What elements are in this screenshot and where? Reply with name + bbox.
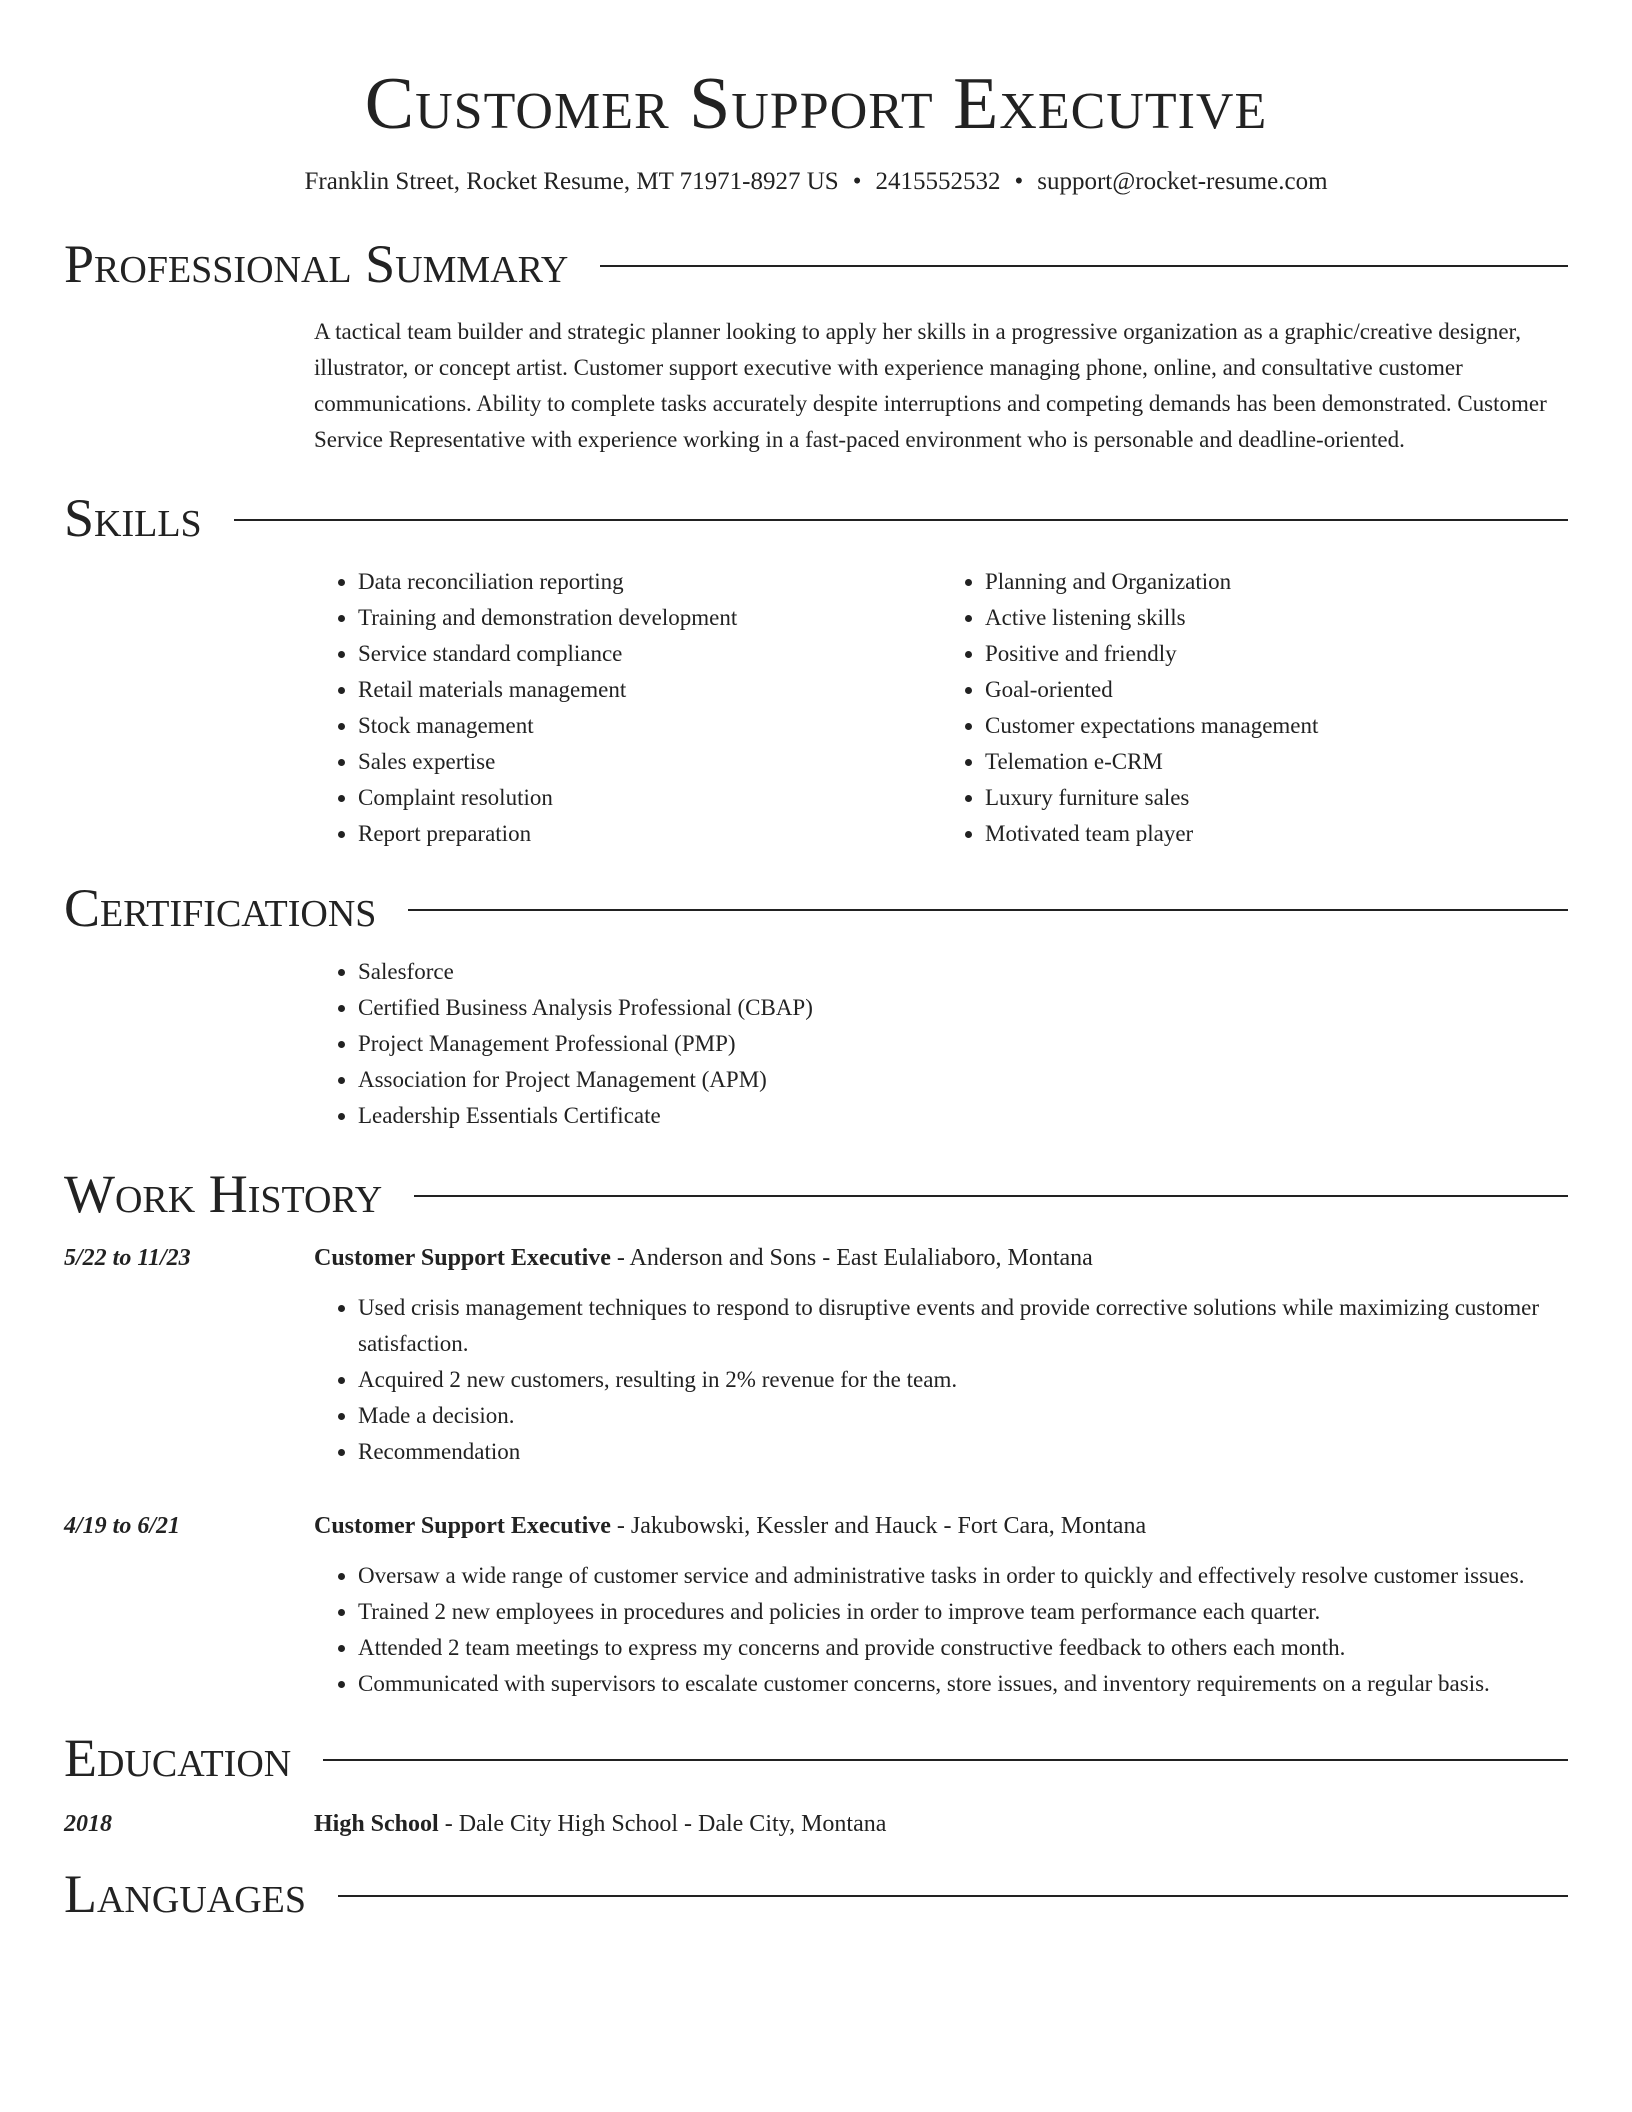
section-title-certifications: Certifications [64,878,377,938]
contact-email: support@rocket-resume.com [1037,168,1328,195]
languages-section-header [64,1862,1568,1926]
skill-item: • Training and demonstration development [358,600,941,636]
job-body [314,1240,1568,1470]
job-heading [314,1508,1568,1544]
skill-item: • Goal-oriented [985,672,1568,708]
work-section-header [64,1162,1568,1226]
skill-item: • Planning and Organization [985,564,1568,600]
job-entry [64,1240,1568,1470]
job-employer: - Jakubowski, Kessler and Hauck - Fort Cara, Montana [610,1513,1147,1539]
job-bullet: • Oversaw a wide range of customer service and administrative tasks in order to quickly and effectively resolve customer issues. [358,1558,1568,1594]
skill-item: • Customer expectations management [985,708,1568,744]
skill-item: • Retail materials management [358,672,941,708]
certification-item: • Certified Business Analysis Professional (CBAP) [358,990,1568,1026]
resume-name: Customer Support Executive [364,63,1268,145]
contact-address: Franklin Street, Rocket Resume, MT 71971-8927 US [304,168,839,195]
job-bullet: • Communicated with supervisors to escalate customer concerns, store issues, and inventory requirements on a regular basis. [358,1666,1568,1702]
education-degree: High School [314,1811,439,1837]
education-entry [64,1806,1568,1842]
section-divider [323,1759,1568,1761]
job-dates: 4/19 to 6/21 [64,1513,181,1539]
education-body [314,1806,1568,1842]
certification-item: • Leadership Essentials Certificate [358,1098,1568,1134]
contact-separator: • [852,168,862,195]
job-title: Customer Support Executive [314,1245,611,1271]
job-employer: - Anderson and Sons - East Eulaliaboro, Montana [610,1245,1093,1271]
skill-item: • Data reconciliation reporting [358,564,941,600]
job-bullet: • Trained 2 new employees in procedures and policies in order to improve team performance each quarter. [358,1594,1568,1630]
job-bullets [314,1290,1568,1470]
skill-item: • Complaint resolution [358,780,941,816]
skills-list-left [314,564,941,852]
job-heading [314,1240,1568,1276]
section-title-work: Work History [64,1164,383,1224]
skill-item: • Stock management [358,708,941,744]
education-school: - Dale City High School - Dale City, Montana [438,1811,887,1837]
job-title: Customer Support Executive [314,1513,611,1539]
job-bullets [314,1558,1568,1702]
skills-section-header [64,486,1568,550]
certification-item: • Project Management Professional (PMP) [358,1026,1568,1062]
summary-text: A tactical team builder and strategic planner looking to apply her skills in a progressive organization as a graphic/creative designer, illustrator, or concept artist. Customer support executive with experience managing phone, online, and consultative customer communications. Ability to complete tasks accurately despite interruptions and competing demands has been demonstrated. Customer Service Representative with experience working in a fast-paced environment who is personable and deadline-oriented. [314,319,1547,452]
job-bullet: • Made a decision. [358,1398,1568,1434]
contact-line [64,166,1568,198]
job-bullet: • Recommendation [358,1434,1568,1470]
education-year: 2018 [64,1811,112,1837]
section-divider [414,1195,1568,1197]
skills-columns [314,564,1568,852]
job-dates: 5/22 to 11/23 [64,1245,191,1271]
contact-phone: 2415552532 [875,168,1001,195]
section-title-summary: Professional Summary [64,234,569,294]
section-divider [600,265,1568,267]
section-divider [408,909,1568,911]
skill-item: • Luxury furniture sales [985,780,1568,816]
certifications-section-header [64,876,1568,940]
certification-item: • Association for Project Management (APM) [358,1062,1568,1098]
job-entry [64,1508,1568,1702]
skill-item: • Positive and friendly [985,636,1568,672]
section-title-languages: Languages [64,1864,306,1924]
skill-item: • Active listening skills [985,600,1568,636]
education-section-header [64,1726,1568,1790]
certification-item: • Salesforce [358,954,1568,990]
certifications-list [314,954,1568,1134]
skill-item: • Service standard compliance [358,636,941,672]
contact-separator: • [1014,168,1024,195]
skill-item: • Sales expertise [358,744,941,780]
skill-item: • Motivated team player [985,816,1568,852]
section-divider [234,519,1568,521]
job-bullet: • Attended 2 team meetings to express my concerns and provide constructive feedback to others each month. [358,1630,1568,1666]
section-title-education: Education [64,1728,292,1788]
job-bullet: • Acquired 2 new customers, resulting in 2% revenue for the team. [358,1362,1568,1398]
job-body [314,1508,1568,1702]
section-divider [338,1895,1568,1897]
skill-item: • Report preparation [358,816,941,852]
summary-section-header [64,232,1568,296]
section-title-skills: Skills [64,488,202,548]
skills-list-right [941,564,1568,852]
job-bullet: • Used crisis management techniques to respond to disruptive events and provide corrective solutions while maximizing customer satisfaction. [358,1290,1568,1362]
skill-item: • Telemation e-CRM [985,744,1568,780]
certifications-block [314,954,1568,1134]
